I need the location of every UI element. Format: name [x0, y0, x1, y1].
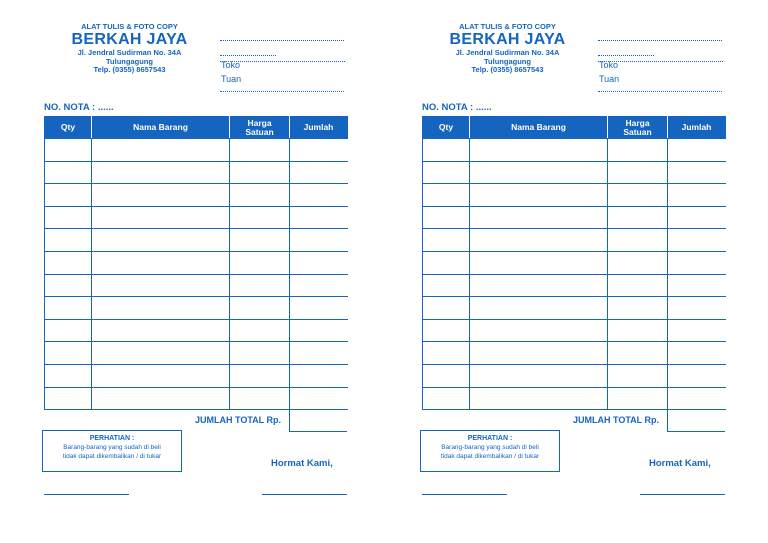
qty-cell[interactable]	[423, 387, 470, 410]
nota-number: NO. NOTA : ......	[422, 102, 492, 113]
col-jumlah: Jumlah	[668, 117, 726, 139]
jumlah-cell[interactable]	[290, 229, 348, 252]
nama-barang-cell[interactable]	[470, 387, 608, 410]
jumlah-cell[interactable]	[290, 139, 348, 162]
store-address: Jl. Jendral Sudirman No. 34A	[77, 48, 182, 57]
harga-satuan-cell[interactable]	[230, 364, 290, 387]
nama-barang-cell[interactable]	[470, 229, 608, 252]
table-row	[423, 297, 726, 320]
harga-satuan-cell[interactable]	[608, 251, 668, 274]
qty-cell[interactable]	[45, 342, 92, 365]
table-row	[45, 342, 348, 365]
jumlah-cell[interactable]	[290, 251, 348, 274]
store-tagline: ALAT TULIS & FOTO COPY	[81, 22, 178, 31]
qty-cell[interactable]	[45, 387, 92, 410]
tuan-label: Tuan	[221, 74, 242, 84]
notice-line: Barang-barang yang sudah di beli	[441, 444, 539, 451]
harga-satuan-cell[interactable]	[608, 229, 668, 252]
qty-cell[interactable]	[423, 184, 470, 207]
notice-line: tidak dapat dikembalikan / di tukar	[62, 453, 162, 460]
harga-satuan-cell[interactable]	[608, 297, 668, 320]
nama-barang-cell[interactable]	[92, 184, 230, 207]
col-nama-barang: Nama Barang	[470, 117, 608, 139]
dotted-line	[598, 55, 654, 56]
table-body	[423, 139, 726, 410]
notice-line: Barang-barang yang sudah di beli	[63, 444, 161, 451]
table-header-row	[423, 117, 726, 139]
nama-barang-cell[interactable]	[92, 161, 230, 184]
table-row	[423, 274, 726, 297]
jumlah-cell[interactable]	[668, 364, 726, 387]
table-row	[423, 161, 726, 184]
nama-barang-cell[interactable]	[92, 206, 230, 229]
store-signature-line	[262, 494, 347, 495]
store-city: Tulungagung	[106, 56, 153, 66]
harga-satuan-cell[interactable]	[230, 319, 290, 342]
col-nama-barang: Nama Barang	[92, 117, 230, 139]
store-tagline: ALAT TULIS & FOTO COPY	[459, 22, 556, 31]
nama-barang-cell[interactable]	[470, 297, 608, 320]
table-row	[423, 206, 726, 229]
store-phone: Telp. (0355) 8657543	[93, 65, 166, 74]
qty-cell[interactable]	[423, 139, 470, 162]
notice-box	[420, 430, 560, 472]
jumlah-cell[interactable]	[668, 297, 726, 320]
qty-cell[interactable]	[45, 297, 92, 320]
dotted-line	[220, 55, 276, 56]
harga-satuan-cell[interactable]	[608, 342, 668, 365]
qty-cell[interactable]	[45, 251, 92, 274]
nama-barang-cell[interactable]	[92, 274, 230, 297]
table-row	[423, 364, 726, 387]
qty-cell[interactable]	[45, 229, 92, 252]
jumlah-cell[interactable]	[290, 342, 348, 365]
receipt-right	[420, 0, 740, 543]
customer-signature-line	[44, 494, 129, 495]
table-row	[45, 319, 348, 342]
col-qty: Qty	[45, 117, 92, 139]
table-header-row	[45, 117, 348, 139]
nama-barang-cell[interactable]	[470, 274, 608, 297]
store-header	[420, 22, 595, 75]
jumlah-cell[interactable]	[290, 364, 348, 387]
harga-satuan-cell[interactable]	[230, 297, 290, 320]
total-label: JUMLAH TOTAL Rp.	[195, 415, 281, 425]
nama-barang-cell[interactable]	[92, 139, 230, 162]
total-amount-field[interactable]	[667, 409, 725, 432]
qty-cell[interactable]	[423, 342, 470, 365]
table-row	[423, 139, 726, 162]
table-row	[423, 319, 726, 342]
closing-text: Hormat Kami,	[271, 458, 333, 469]
toko-label: Toko	[599, 60, 619, 70]
closing-text: Hormat Kami,	[649, 458, 711, 469]
nama-barang-cell[interactable]	[470, 364, 608, 387]
qty-cell[interactable]	[423, 364, 470, 387]
store-city: Tulungagung	[484, 56, 531, 66]
qty-cell[interactable]	[45, 161, 92, 184]
notice-line: tidak dapat dikembalikan / di tukar	[440, 453, 540, 460]
table-row	[45, 274, 348, 297]
store-name: BERKAH JAYA	[71, 31, 188, 48]
nama-barang-cell[interactable]	[92, 229, 230, 252]
jumlah-cell[interactable]	[290, 161, 348, 184]
table-row	[45, 184, 348, 207]
qty-cell[interactable]	[45, 139, 92, 162]
qty-cell[interactable]	[423, 229, 470, 252]
col-qty: Qty	[423, 117, 470, 139]
items-table	[422, 116, 726, 410]
jumlah-cell[interactable]	[668, 251, 726, 274]
jumlah-cell[interactable]	[290, 184, 348, 207]
store-phone: Telp. (0355) 8657543	[471, 65, 544, 74]
jumlah-cell[interactable]	[668, 387, 726, 410]
qty-cell[interactable]	[423, 319, 470, 342]
receipt-left	[42, 0, 362, 543]
table-row	[45, 364, 348, 387]
total-amount-field[interactable]	[289, 409, 347, 432]
nama-barang-cell[interactable]	[470, 206, 608, 229]
qty-cell[interactable]	[423, 297, 470, 320]
jumlah-cell[interactable]	[668, 161, 726, 184]
table-row	[423, 184, 726, 207]
harga-satuan-cell[interactable]	[230, 251, 290, 274]
nama-barang-cell[interactable]	[470, 251, 608, 274]
nama-barang-cell[interactable]	[92, 319, 230, 342]
store-name: BERKAH JAYA	[449, 31, 566, 48]
notice-box	[42, 430, 182, 472]
jumlah-cell[interactable]	[668, 319, 726, 342]
jumlah-cell[interactable]	[668, 229, 726, 252]
jumlah-cell[interactable]	[668, 274, 726, 297]
tuan-dotted-line	[220, 91, 344, 92]
nama-barang-cell[interactable]	[470, 139, 608, 162]
harga-satuan-cell[interactable]	[230, 184, 290, 207]
dotted-line	[598, 40, 722, 41]
table-row	[45, 387, 348, 410]
harga-satuan-cell[interactable]	[230, 342, 290, 365]
toko-label: Toko	[221, 60, 241, 70]
table-row	[423, 387, 726, 410]
table-row	[45, 161, 348, 184]
col-jumlah: Jumlah	[290, 117, 348, 139]
jumlah-cell[interactable]	[668, 342, 726, 365]
jumlah-cell[interactable]	[290, 387, 348, 410]
col-harga-satuan: Harga Satuan	[608, 117, 668, 139]
customer-signature-line	[422, 494, 507, 495]
qty-cell[interactable]	[423, 206, 470, 229]
nama-barang-cell[interactable]	[92, 387, 230, 410]
harga-satuan-cell[interactable]	[230, 139, 290, 162]
table-row	[45, 206, 348, 229]
jumlah-cell[interactable]	[668, 184, 726, 207]
jumlah-cell[interactable]	[290, 319, 348, 342]
jumlah-cell[interactable]	[290, 274, 348, 297]
tuan-dotted-line	[598, 91, 722, 92]
harga-satuan-cell[interactable]	[608, 274, 668, 297]
table-row	[45, 251, 348, 274]
qty-cell[interactable]	[45, 206, 92, 229]
table-row	[423, 229, 726, 252]
store-header	[42, 22, 217, 75]
jumlah-cell[interactable]	[668, 139, 726, 162]
jumlah-cell[interactable]	[668, 206, 726, 229]
table-row	[45, 139, 348, 162]
harga-satuan-cell[interactable]	[230, 387, 290, 410]
total-label: JUMLAH TOTAL Rp.	[573, 415, 659, 425]
harga-satuan-cell[interactable]	[230, 229, 290, 252]
harga-satuan-cell[interactable]	[608, 184, 668, 207]
harga-satuan-cell[interactable]	[608, 206, 668, 229]
qty-cell[interactable]	[45, 184, 92, 207]
jumlah-cell[interactable]	[290, 297, 348, 320]
nama-barang-cell[interactable]	[92, 297, 230, 320]
nama-barang-cell[interactable]	[470, 161, 608, 184]
table-row	[45, 297, 348, 320]
qty-cell[interactable]	[423, 274, 470, 297]
harga-satuan-cell[interactable]	[608, 387, 668, 410]
nama-barang-cell[interactable]	[92, 251, 230, 274]
qty-cell[interactable]	[45, 364, 92, 387]
nama-barang-cell[interactable]	[92, 364, 230, 387]
table-row	[45, 229, 348, 252]
nama-barang-cell[interactable]	[470, 184, 608, 207]
table-body	[45, 139, 348, 410]
table-row	[423, 251, 726, 274]
jumlah-cell[interactable]	[290, 206, 348, 229]
items-table	[44, 116, 348, 410]
store-signature-line	[640, 494, 725, 495]
tuan-label: Tuan	[599, 74, 620, 84]
nama-barang-cell[interactable]	[92, 342, 230, 365]
store-address: Jl. Jendral Sudirman No. 34A	[455, 48, 560, 57]
dotted-line	[220, 40, 344, 41]
notice-title: PERHATIAN :	[89, 435, 135, 442]
qty-cell[interactable]	[45, 274, 92, 297]
harga-satuan-cell[interactable]	[230, 206, 290, 229]
qty-cell[interactable]	[423, 251, 470, 274]
harga-satuan-cell[interactable]	[608, 364, 668, 387]
qty-cell[interactable]	[45, 319, 92, 342]
nama-barang-cell[interactable]	[470, 342, 608, 365]
table-row	[423, 342, 726, 365]
col-harga-satuan: Harga Satuan	[230, 117, 290, 139]
notice-title: PERHATIAN :	[467, 435, 513, 442]
nama-barang-cell[interactable]	[470, 319, 608, 342]
harga-satuan-cell[interactable]	[230, 274, 290, 297]
harga-satuan-cell[interactable]	[608, 319, 668, 342]
harga-satuan-cell[interactable]	[608, 161, 668, 184]
qty-cell[interactable]	[423, 161, 470, 184]
harga-satuan-cell[interactable]	[608, 139, 668, 162]
nota-number: NO. NOTA : ......	[44, 102, 114, 113]
harga-satuan-cell[interactable]	[230, 161, 290, 184]
